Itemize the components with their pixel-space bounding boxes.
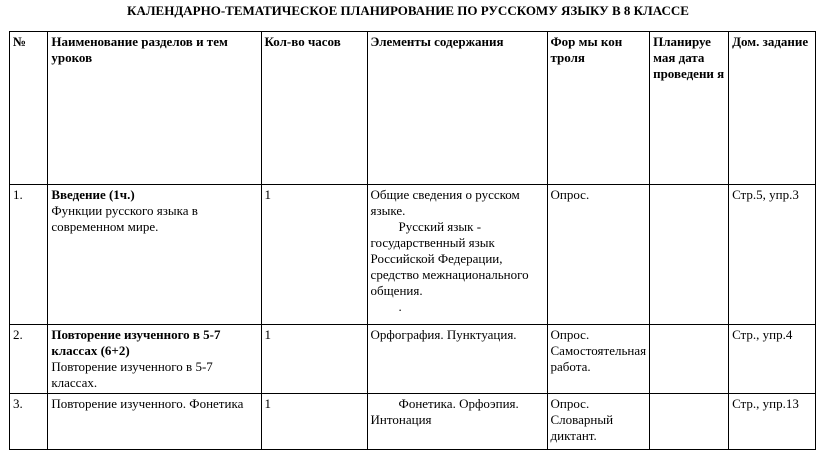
row-homework: Стр.5, упр.3 xyxy=(729,185,816,325)
header-homework: Дом. задание xyxy=(729,32,816,185)
row-topic: Повторение изученного. Фонетика xyxy=(48,394,261,450)
row-content: Фонетика. Орфоэпия. Интонация xyxy=(370,396,519,427)
header-sections: Наименование разделов и тем уроков xyxy=(48,32,261,185)
row-homework: Стр., упр.4 xyxy=(729,325,816,394)
row-section-cell xyxy=(48,325,261,394)
header-content: Элементы содержания xyxy=(367,32,547,185)
row-section-cell xyxy=(48,185,261,325)
row-control: Опрос. Самостоятельная работа. xyxy=(547,325,650,394)
row-content-second: Русский язык - государственный язык Российской Федерации, средство межнационального общения. xyxy=(370,219,529,298)
table-row xyxy=(10,185,816,325)
row-topic: Функции русского языка в современном мире. xyxy=(51,203,198,234)
row-content: Орфография. Пунктуация. xyxy=(367,325,547,394)
row-num: 1. xyxy=(10,185,48,325)
row-section-title: Введение (1ч.) xyxy=(51,187,135,202)
row-content-dot: . xyxy=(398,299,402,314)
row-control: Опрос. xyxy=(547,185,650,325)
header-num: № xyxy=(10,32,48,185)
row-hours: 1 xyxy=(261,394,367,450)
row-homework: Стр., упр.13 xyxy=(729,394,816,450)
row-content-cell xyxy=(367,394,547,450)
table-row xyxy=(10,325,816,394)
row-date xyxy=(650,325,729,394)
row-hours: 1 xyxy=(261,185,367,325)
row-topic: Повторение изученного в 5-7 классах. xyxy=(51,359,213,390)
planning-table xyxy=(9,31,816,450)
header-date: Планируе мая дата проведени я xyxy=(650,32,729,185)
row-date xyxy=(650,185,729,325)
row-content-cell xyxy=(367,185,547,325)
row-section-title: Повторение изученного в 5-7 классах (6+2) xyxy=(51,327,221,358)
header-hours: Кол-во часов xyxy=(261,32,367,185)
table-row xyxy=(10,394,816,450)
table-header-row xyxy=(10,32,816,185)
row-control: Опрос. Словарный диктант. xyxy=(547,394,650,450)
page-title: КАЛЕНДАРНО-ТЕМАТИЧЕСКОЕ ПЛАНИРОВАНИЕ ПО РУССКОМУ ЯЗЫКУ В 8 КЛАССЕ xyxy=(127,3,689,18)
row-content: Общие сведения о русском языке. xyxy=(370,187,520,218)
row-date xyxy=(650,394,729,450)
row-num: 2. xyxy=(10,325,48,394)
header-control: Фор мы кон троля xyxy=(547,32,650,185)
row-num: 3. xyxy=(10,394,48,450)
row-hours: 1 xyxy=(261,325,367,394)
